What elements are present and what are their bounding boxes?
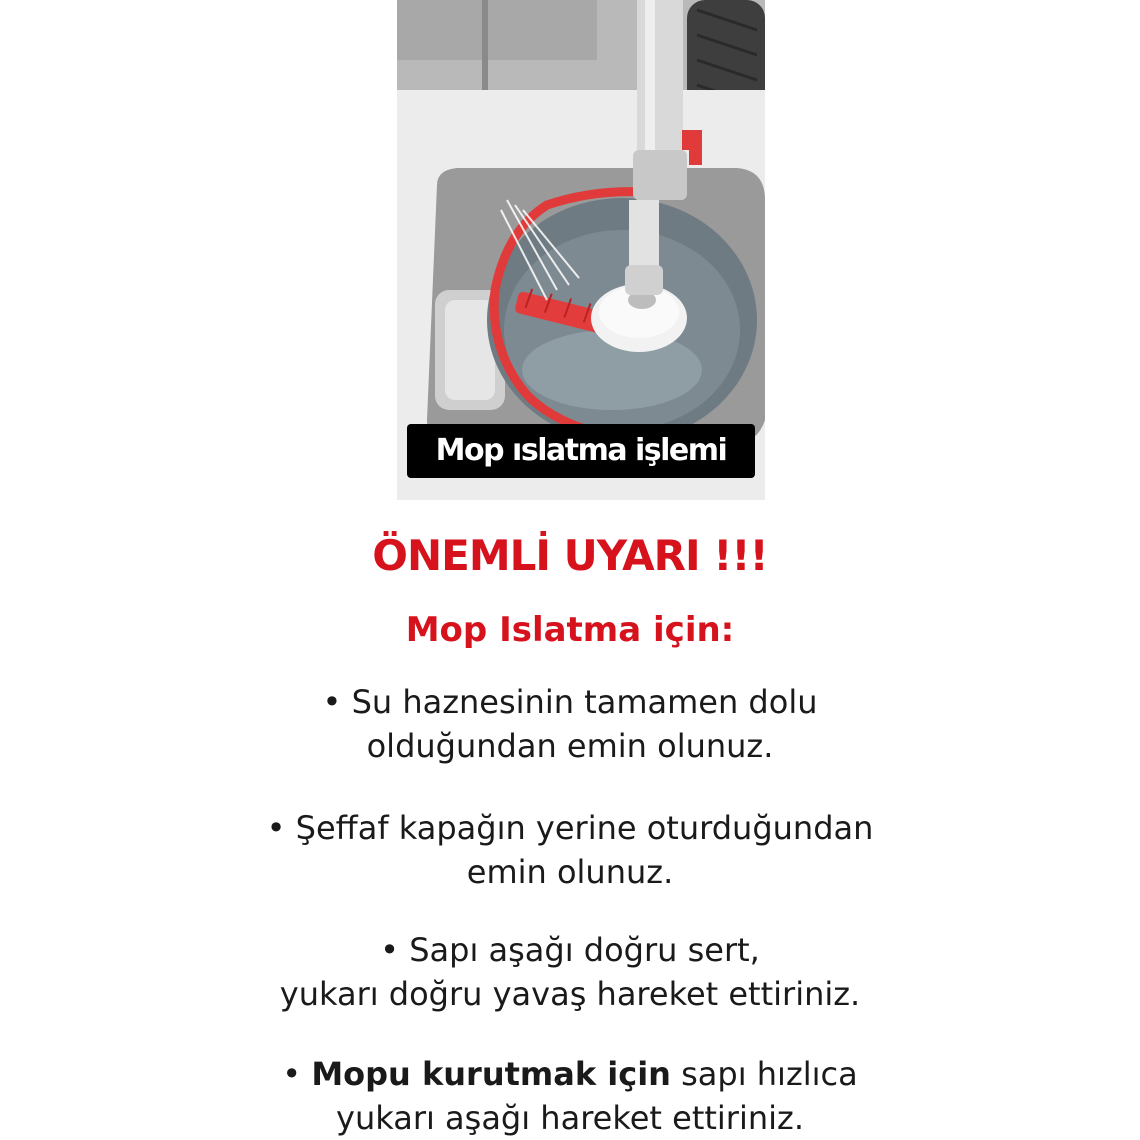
instruction-item-1	[0, 680, 1140, 768]
instruction-1-line-1: • Su haznesinin tamamen dolu	[322, 683, 818, 721]
instruction-item-2	[0, 806, 1140, 894]
instruction-2-line-1: • Şeffaf kapağın yerine oturduğundan	[266, 809, 874, 847]
photo-caption: Mop ıslatma işlemi	[407, 424, 755, 478]
instruction-4-bold-text: Mopu kurutmak için	[311, 1055, 671, 1093]
instruction-4-line-1	[0, 1052, 1140, 1096]
instruction-4-rest-text: sapı hızlıca	[681, 1055, 858, 1093]
instruction-3-line-2: yukarı doğru yavaş hareket ettiriniz.	[279, 975, 861, 1013]
instruction-item-4	[0, 1052, 1140, 1140]
warning-subtitle: Mop Islatma için:	[405, 610, 735, 650]
instruction-3-line-1: • Sapı aşağı doğru sert,	[380, 931, 760, 969]
instruction-2-line-2: emin olunuz.	[466, 853, 674, 891]
instruction-1-line-2: olduğundan emin olunuz.	[366, 727, 774, 765]
warning-title: ÖNEMLİ UYARI !!!	[372, 531, 768, 580]
instruction-item-3	[0, 928, 1140, 1016]
instruction-4-line-2: yukarı aşağı hareket ettiriniz.	[336, 1099, 804, 1137]
instruction-4-bullet: •	[282, 1055, 302, 1093]
